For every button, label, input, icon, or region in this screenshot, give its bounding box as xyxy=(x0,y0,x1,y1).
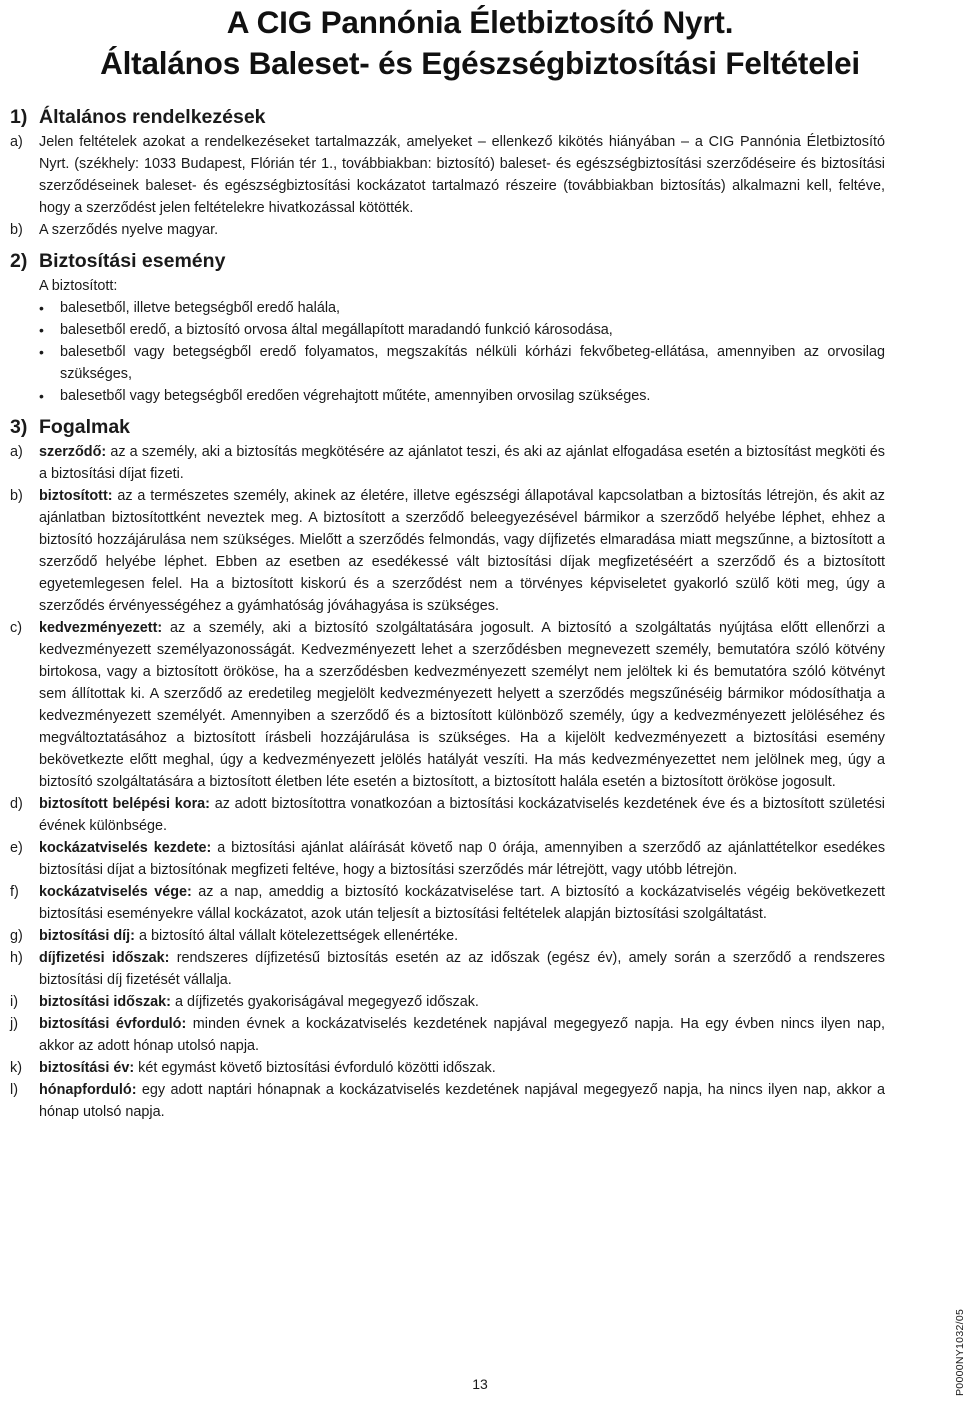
definition-body: az adott biztosítottra vonatkozóan a biztosítási kockázatviselés kezdetének éve és a biztosított születési évének különbsége. xyxy=(39,796,886,834)
item-text xyxy=(39,793,885,837)
section-number: 3) xyxy=(10,416,28,438)
bullet-item xyxy=(10,297,885,319)
definition-item xyxy=(10,617,885,793)
definition-item xyxy=(10,837,885,881)
item-text xyxy=(39,947,885,991)
bullet-item xyxy=(10,385,885,407)
section-title: Fogalmak xyxy=(39,416,131,438)
definition-term: biztosítási évforduló: xyxy=(39,1016,187,1032)
definition-item xyxy=(10,1057,885,1079)
bullet-icon: • xyxy=(39,388,44,404)
item-label: l) xyxy=(10,1082,18,1098)
page-number: 13 xyxy=(472,1376,488,1392)
definition-term: kockázatviselés kezdete: xyxy=(39,840,212,856)
document-title-line1: A CIG Pannónia Életbiztosító Nyrt. xyxy=(226,4,734,40)
item-label: a) xyxy=(10,444,23,460)
section-number: 2) xyxy=(10,250,28,272)
definition-term: kockázatviselés vége: xyxy=(39,884,192,900)
definition-item xyxy=(10,793,885,837)
bullet-icon: • xyxy=(39,300,44,316)
item-text xyxy=(39,881,885,925)
definition-term: hónapforduló: xyxy=(39,1082,137,1098)
item-label: h) xyxy=(10,950,23,966)
section-heading xyxy=(10,103,885,131)
section-heading xyxy=(10,247,885,275)
item-text: A szerződés nyelve magyar. xyxy=(39,222,219,238)
item-text xyxy=(39,1079,885,1123)
definition-item xyxy=(10,1079,885,1123)
item-text xyxy=(39,837,885,881)
bullet-text: balesetből, illetve betegségből eredő halála, xyxy=(60,300,341,316)
item-label: k) xyxy=(10,1060,22,1076)
bullet-text: balesetből vagy betegségből eredően végrehajtott műtéte, amennyiben orvosilag szükséges. xyxy=(60,388,651,404)
section-number: 1) xyxy=(10,106,28,128)
definition-body: az a személy, aki a biztosítás megkötésére az ajánlatot teszi, és aki az ajánlat elfogadása esetén a biztosítást megköti és a biztosítási díjat fizeti. xyxy=(39,444,885,482)
definition-term: biztosított: xyxy=(39,488,113,504)
item-label: g) xyxy=(10,928,23,944)
bullet-text: balesetből vagy betegségből eredő folyamatos, megszakítás nélküli kórházi fekvőbeteg-ellátása, amennyiben az orvosilag szükséges, xyxy=(60,344,885,382)
definition-term: díjfizetési időszak: xyxy=(39,950,170,966)
definition-body: két egymást követő biztosítási évforduló közötti időszak. xyxy=(134,1060,496,1076)
item-text xyxy=(39,441,885,485)
definition-term: kedvezményezett: xyxy=(39,620,163,636)
item-label: f) xyxy=(10,884,19,900)
document-body xyxy=(10,103,885,1123)
definition-term: biztosítási időszak: xyxy=(39,994,171,1010)
section-heading xyxy=(10,413,885,441)
item-label: a) xyxy=(10,134,23,150)
item-text xyxy=(39,1013,885,1057)
definition-body: rendszeres díjfizetésű biztosítás esetén az az időszak (egész év), amely során a szerződő a rendszeres biztosítási díj fizetését vállalja. xyxy=(39,950,885,988)
section-intro: A biztosított: xyxy=(39,278,118,294)
definition-item xyxy=(10,947,885,991)
item-text: Jelen feltételek azokat a rendelkezéseket tartalmazzák, amelyeket – ellenkező kikötés hiányában – a CIG Pannónia Életbiztosító Nyrt. (székhely: 1033 Budapest, Flórián tér 1., továbbiakban: biztosító) baleset- és egészségbiztosítási szerződéseire és biztosítási szerződéseinek baleset- és egészségbiztosítási kockázatot tartalmazó részeire (továbbiakban biztosítás) alkalmazni kell, feltéve, hogy a szerződést jelen feltételekre hivatkozással kötötték. xyxy=(39,134,885,216)
definition-item xyxy=(10,991,885,1013)
document-code: P0000NY1032/05 xyxy=(954,1308,966,1396)
definition-body: a díjfizetés gyakoriságával megegyező időszak. xyxy=(170,994,479,1010)
document-title-line2: Általános Baleset- és Egészségbiztosítási Feltételei xyxy=(100,45,860,81)
definition-body: az a nap, ameddig a biztosító kockázatviselése tart. A biztosító a kockázatviselés végéig bekövetkezett biztosítási eseményekre vállal kockázatot, azok után teljesít a biztosítási feltételek alapján biztosítási szolgáltatást. xyxy=(39,884,886,922)
item-text xyxy=(39,1057,885,1079)
definition-body: minden évnek a kockázatviselés kezdetének napjával megegyező napja. Ha egy évben nincs ilyen nap, akkor az adott hónap utolsó napja. xyxy=(39,1016,885,1054)
definition-body: a biztosítási ajánlat aláírását követő nap 0 órája, amennyiben a szerződő az ajánlattételkor esedékes biztosítási díjat a biztosítónak megfizeti feltéve, hogy a biztosítási szerződés már létrejött, vagy utóbb létrejön. xyxy=(39,840,886,878)
item-label: j) xyxy=(10,1016,18,1032)
section-title: Biztosítási esemény xyxy=(39,250,226,272)
item-text xyxy=(39,991,885,1013)
definition-item xyxy=(10,441,885,485)
section-title: Általános rendelkezések xyxy=(39,106,266,128)
definition-body: a biztosító által vállalt kötelezettségek ellenértéke. xyxy=(134,928,459,944)
item-text xyxy=(39,925,885,947)
item-label: c) xyxy=(10,620,22,636)
definition-item xyxy=(10,1013,885,1057)
bullet-item xyxy=(10,319,885,341)
definition-term: biztosítási díj: xyxy=(39,928,135,944)
item-label: b) xyxy=(10,222,23,238)
definition-body: egy adott naptári hónapnak a kockázatviselés kezdetének napjával megegyező napja, ha nincs ilyen nap, akkor a hónap utolsó napja. xyxy=(39,1082,885,1120)
bullet-icon: • xyxy=(39,322,44,338)
item-label: i) xyxy=(10,994,18,1010)
item-text xyxy=(39,617,885,793)
definition-term: biztosított belépési kora: xyxy=(39,796,210,812)
list-item xyxy=(10,219,885,241)
item-label: d) xyxy=(10,796,23,812)
bullet-text: balesetből eredő, a biztosító orvosa által megállapított maradandó funkció károsodása, xyxy=(60,322,613,338)
item-text xyxy=(39,485,885,617)
bullet-icon: • xyxy=(39,344,44,360)
list-item xyxy=(10,131,885,219)
definition-body: az a természetes személy, akinek az életére, illetve egészségi állapotával kapcsolatban a biztosítás létrejön, és akit az ajánlatban biztosítottként neveztek meg. A biztosított a szerződő beleegyezésével bármikor a szerződő helyébe léphet, ehhez a biztosító hozzájárulása nem szükséges. Mielőtt a szerződés felmondás, vagy díjfizetés elmaradása miatt megszűnne, a biztosított a szerződő helyébe léphet. Ebben az esetben az esedékessé vált biztosítási díjak megfizetéséért a szerződő és a biztosított egyetemlegesen felel. Ha a biztosított kiskorú és a szerződést nem a törvényes képviseletet gyakorló szülő köti meg, úgy a szerződés érvényességéhez a gyámhatóság jóváhagyása is szükséges. xyxy=(39,488,885,614)
definition-item xyxy=(10,881,885,925)
definition-term: szerződő: xyxy=(39,444,107,460)
definition-term: biztosítási év: xyxy=(39,1060,135,1076)
bullet-item xyxy=(10,341,885,385)
item-label: b) xyxy=(10,488,23,504)
definition-item xyxy=(10,925,885,947)
definition-body: az a személy, aki a biztosító szolgáltatására jogosult. A biztosító a szolgáltatás nyújtása előtt ellenőrzi a kedvezményezett személyazonosságát. Kedvezményezett lehet a szerződésben megnevezett személy, bemutatóra szóló kötvény birtokosa, vagy a biztosított örököse, ha a szerződésben kedvezményezett személyt nem jelöltek ki és bemutatóra szóló kötvényt sem állítottak ki. A szerződő az eredetileg megjelölt kedvezményezett helyett a szerződés megszűnéséig bármikor módosíthatja a kedvezményezett személyét. Amennyiben a szerződő és a biztosított különböző személy, úgy a kedvezményezett jelöléséhez és megváltoztatásához a biztosított írásbeli hozzájárulása is szükséges. Ha a kijelölt kedvezményezett a biztosítási esemény bekövetkezte előtt meghal, úgy a kedvezményezett jelölés hatályát veszíti. Ha más kedvezményezettet nem jelölnek meg, úgy a biztosító szolgáltatására a biztosított életben léte esetén a biztosított, a biztosított halála esetén a biztosított örököse jogosult. xyxy=(39,620,885,790)
item-label: e) xyxy=(10,840,23,856)
definition-item xyxy=(10,485,885,617)
